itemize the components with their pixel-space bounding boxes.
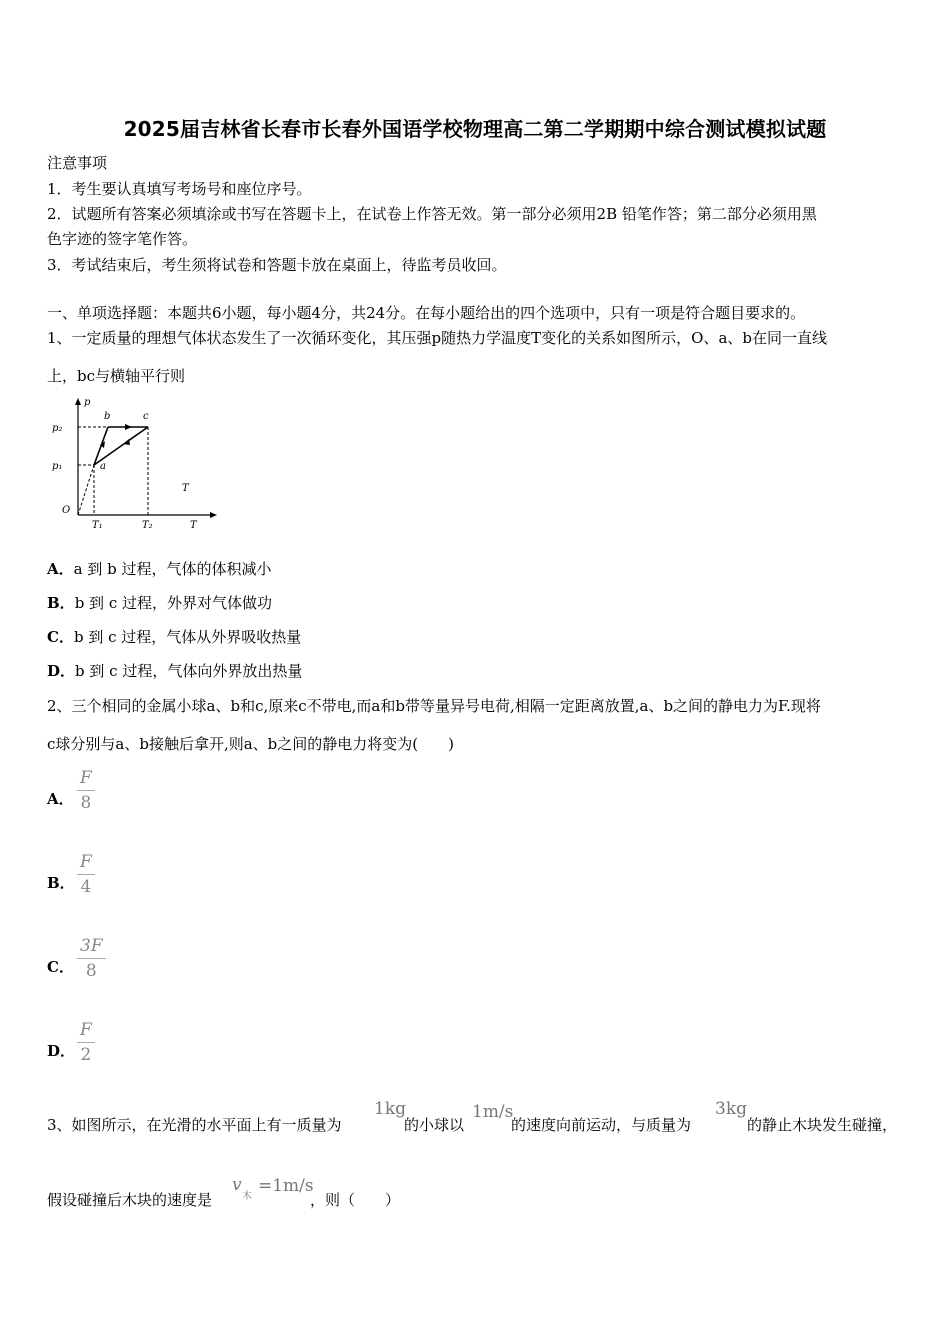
section-heading: 一、单项选择题：本题共6小题，每小题4分，共24分。在每小题给出的四个选项中，只有一项是符合题目要求的。 — [47, 304, 806, 322]
option-label: A． — [47, 560, 74, 578]
q1-option-b[interactable] — [47, 592, 272, 613]
option-label: B． — [47, 594, 75, 612]
q3-v-subscript: 木 — [242, 1191, 252, 1202]
q2-stem-line2: c球分别与a、b接触后拿开,则a、b之间的静电力将变为( ) — [47, 735, 454, 753]
y-axis-arrow — [75, 398, 81, 405]
numerator: F — [77, 1018, 95, 1043]
q3-mass-block: 3kg — [715, 1099, 747, 1119]
notice-item-1: 1．考生要认真填写考场号和座位序号。 — [47, 180, 312, 198]
label-t-axis: T — [190, 520, 197, 530]
fraction — [77, 766, 95, 815]
option-label: D． — [47, 1042, 76, 1060]
fraction — [77, 934, 106, 983]
label-b: b — [104, 411, 111, 422]
denominator: 2 — [80, 1045, 92, 1065]
option-text: b 到 c 过程，气体向外界放出热量 — [75, 662, 303, 680]
option-label: C． — [47, 628, 74, 646]
numerator: 3F — [77, 934, 106, 959]
label-p: p — [84, 397, 91, 408]
arrow-bc — [125, 424, 132, 430]
notice-item-3: 3．考试结束后，考生须将试卷和答题卡放在桌面上，待监考员收回。 — [47, 256, 507, 274]
label-a: a — [100, 461, 106, 472]
label-p1: p₁ — [52, 461, 63, 472]
q1-option-d[interactable] — [47, 660, 302, 681]
q3-part3: 的速度向前运动，与质量为 — [511, 1116, 692, 1134]
option-label: D． — [47, 662, 76, 680]
notice-item-2: 2．试题所有答案必须填涂或书写在答题卡上，在试卷上作答无效。第一部分必须用2B 铅笔作答；第二部分必须用黑 — [47, 205, 817, 223]
option-text: b 到 c 过程，气体从外界吸收热量 — [73, 628, 302, 646]
label-t-mid: T — [182, 483, 189, 494]
q1-option-a[interactable] — [47, 558, 272, 579]
q2-stem-line1: 2、三个相同的金属小球a、b和c,原来c不带电,而a和b带等量异号电荷,相隔一定距离放置,a、b之间的静电力为F.现将 — [47, 697, 821, 715]
notice-heading: 注意事项 — [47, 154, 108, 172]
denominator: 8 — [85, 961, 97, 981]
numerator: F — [77, 850, 95, 875]
fraction — [77, 850, 95, 899]
label-t2: T₂ — [142, 520, 153, 530]
page-title: 2025届吉林省长春市长春外国语学校物理高二第二学期期中综合测试模拟试题 — [123, 117, 827, 141]
numerator: F — [77, 766, 95, 791]
label-t1: T₁ — [92, 520, 103, 530]
q1-pt-graph — [40, 395, 230, 530]
dashed-origin-line — [78, 465, 94, 515]
denominator: 8 — [80, 793, 92, 813]
option-label: A． — [47, 790, 74, 808]
q3-velocity-ball: 1m/s — [472, 1102, 514, 1122]
q3-line2-part1: 假设碰撞后木块的速度是 — [47, 1191, 213, 1209]
option-text: b 到 c 过程，外界对气体做功 — [74, 594, 272, 612]
arrow-ca — [123, 439, 130, 445]
option-label: B． — [47, 874, 75, 892]
label-origin: O — [62, 505, 71, 516]
option-label: C． — [47, 958, 74, 976]
notice-item-2-cont: 色字迹的签字笔作答。 — [47, 230, 198, 248]
q1-option-c[interactable] — [47, 626, 301, 647]
label-c: c — [143, 411, 149, 422]
option-text: a 到 b 过程，气体的体积减小 — [73, 560, 272, 578]
q3-line2-part2: ，则（ ） — [310, 1191, 401, 1209]
q1-stem-line1: 1、一定质量的理想气体状态发生了一次循环变化，其压强p随热力学温度T变化的关系如图所示，O、a、b在同一直线 — [47, 329, 827, 347]
label-p2: p₂ — [52, 423, 63, 434]
q3-part1: 3、如图所示，在光滑的水平面上有一质量为 — [47, 1116, 342, 1134]
denominator: 4 — [80, 877, 92, 897]
q1-stem-line2: 上，bc与横轴平行则 — [47, 367, 186, 385]
q3-part2: 的小球以 — [404, 1116, 465, 1134]
q3-part4: 的静止木块发生碰撞， — [747, 1116, 898, 1134]
x-axis-arrow — [210, 512, 217, 518]
q3-mass-ball: 1kg — [374, 1099, 406, 1119]
fraction — [77, 1018, 95, 1067]
q3-v-value: =1m/s — [258, 1176, 314, 1196]
q3-v-symbol: v — [232, 1175, 242, 1195]
